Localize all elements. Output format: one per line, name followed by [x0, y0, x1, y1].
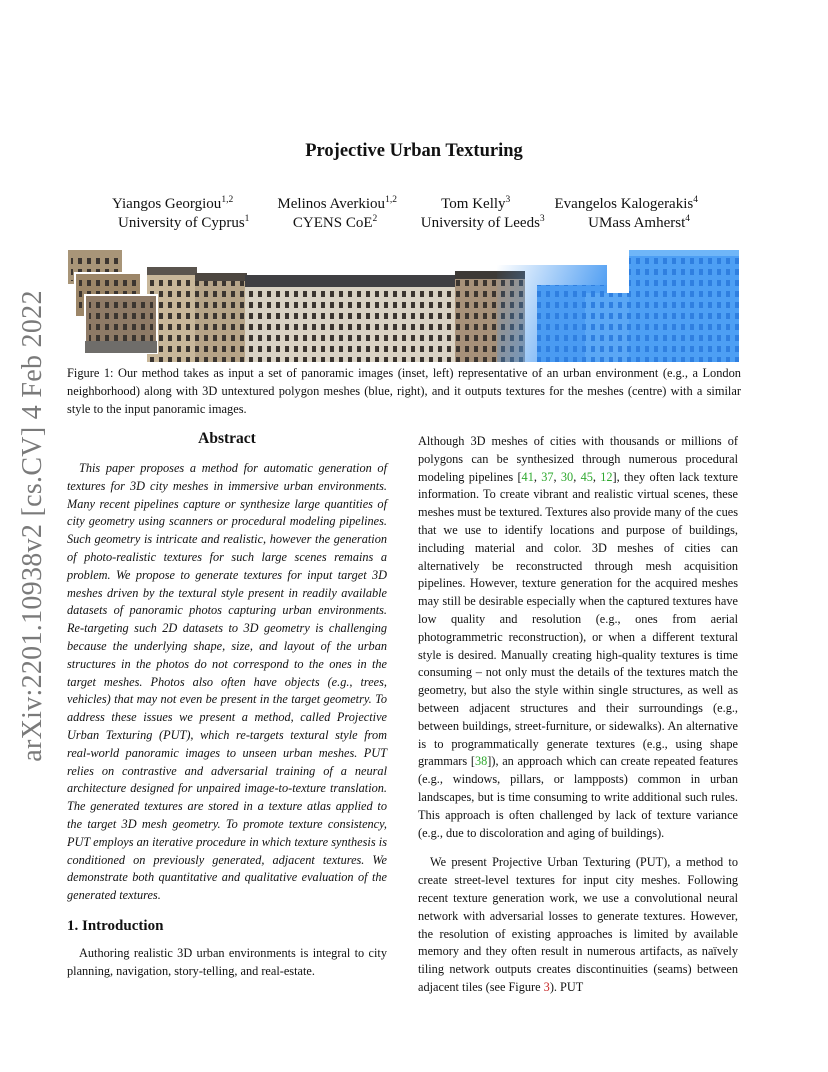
abstract-text: This paper proposes a method for automatic generation of textures for 3D city meshes in immersive urban environments. Many recent pipelines capture or synthesize large quantities of city geometry using scanners or procedural modeling pipelines. Such geometry is intricate and realistic, however the generation of photo-realistic textures for such large scenes remains a problem. We propose to generate textures for input target 3D meshes driven by the textural style present in readily available datasets of panoramic photos capturing urban environments. Re-targeting such 2D datasets to 3D geometry is challenging because the underlying shape, size, and layout of the urban structures in the photos do not correspond to the ones in the target meshes. Photos also often have objects (e.g., trees, vehicles) that may not even be present in the target geometry. To address these issues we present a method, called Projective Urban Texturing (PUT), which re-targets textural style from real-world panoramic images to unseen urban meshes. PUT relies on contrastive and adversarial training of a neural architecture designed for unpaired image-to-texture translation. The generated textures are stored in a texture atlas applied to the target 3D mesh geometry. To promote texture consistency, PUT employs an iterative procedure in which texture synthesis is conditioned on previously generated, adjacent textures. We demonstrate both quantitative and qualitative evaluation of the generated textures.: [67, 461, 387, 903]
abstract-heading: Abstract: [198, 430, 256, 447]
intro-heading: 1. Introduction: [67, 917, 164, 934]
author: Yiangos Georgiou$^{1,2}$: [112, 195, 234, 212]
panorama-inset: [85, 295, 157, 353]
paper-title: Projective Urban Texturing: [305, 141, 523, 161]
citation-link[interactable]: 38: [474, 754, 488, 769]
figure-caption: Figure 1: Our method takes as input a set of panoramic images (inset, left) representative of an urban environment (e.g., a London neighborhood) along with 3D untextured polygon meshes (blue, right), and it outputs textures for the meshes (centre) with a similar style to the input panoramic images.: [67, 366, 741, 416]
right-column: [418, 433, 738, 997]
teaser-figure: [67, 245, 739, 362]
left-column: [67, 430, 387, 981]
intro-paragraph: Authoring realistic 3D urban environments is integral to city planning, navigation, story-telling, and real-estate.: [67, 945, 387, 978]
affiliation: University of Cyprus$^1$: [118, 214, 250, 231]
figure-ref-link[interactable]: 3: [543, 979, 550, 994]
facade-illustration: [67, 245, 739, 362]
affiliation: University of Leeds$^3$: [420, 214, 545, 231]
body-paragraph: We present Projective Urban Texturing (PUT), a method to create street-level textures for input city meshes. Following recent texture generation work, we use a convolutional neural network with adversarial losses to generate textures. However, the resolution of existing approaches is limited by available memory and they often result in numerous artifacts, as naïvely tiling network outputs creates discontinuities (seams) between adjacent tiles (see Figure 3). PUT: [418, 855, 738, 994]
citation-link[interactable]: 45: [580, 469, 593, 484]
citation-link[interactable]: 30: [560, 469, 574, 484]
citation-link[interactable]: 12: [600, 469, 613, 484]
body-paragraph: Although 3D meshes of cities with thousands or millions of polygons can be synthesized through numerous procedural modeling pipelines [41, 37, 30, 45, 12], they often lack texture information. To create vibrant and realistic virtual scenes, these meshes must be textured. Textures also provide many of the cues that we use to identify locations and purpose of buildings, including material and color. 3D meshes of cities can alternatively be reconstructed through mesh acquisition pipelines. However, texture generation for the acquired meshes may still be desirable especially when the captured textures have low quality and resolution (e.g., ones from aerial photogrammetric reconstruction), or when a different textural style is desired. Manually creating high-quality textures is time consuming – not only must the details of the textures match the geometry, but also the style within single structures, as well as between adjacent structures and their surroundings (e.g., between buildings, street-furniture, or sidewalks). An alternative is to programmatically generate textures (e.g., using shape grammars [38]), an approach which can create repeated features (e.g., windows, pillars, or lampposts) common in urban landscapes, but is time consuming to write additional such rules. This approach is often challenged by lack of texture variance (e.g., due to discoloration and aging of buildings).: [418, 434, 738, 840]
affiliation: CYENS CoE$^2$: [292, 214, 378, 231]
arxiv-stamp: [10, 292, 56, 760]
arxiv-id: arXiv:2201.10938v2 [cs.CV] 4 Feb 2022: [17, 290, 48, 762]
author: Tom Kelly$^3$: [441, 195, 511, 212]
author-list: [112, 195, 698, 213]
author: Evangelos Kalogerakis$^4$: [554, 195, 698, 212]
affiliation: UMass Amherst$^4$: [588, 214, 690, 231]
citation-link[interactable]: 41: [521, 469, 534, 484]
author: Melinos Averkiou$^{1,2}$: [277, 195, 397, 212]
affiliation-list: [118, 214, 690, 232]
citation-link[interactable]: 37: [541, 469, 554, 484]
